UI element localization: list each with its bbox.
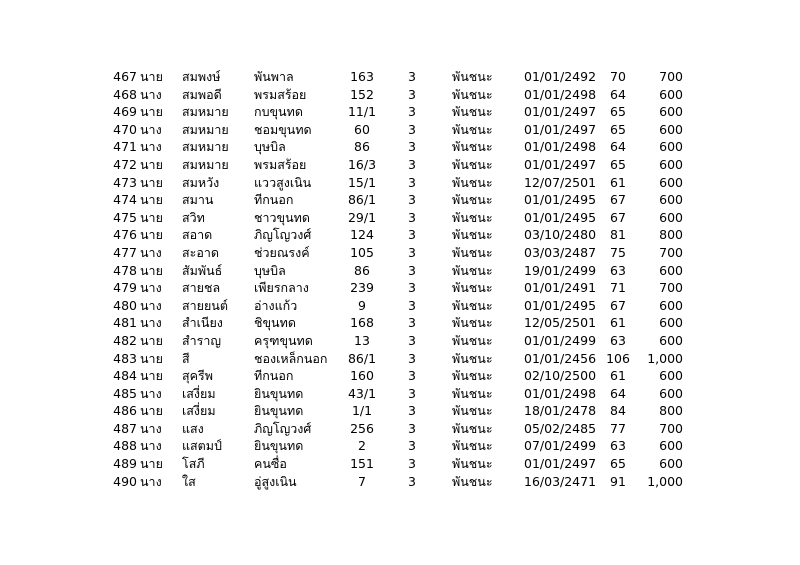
row-number: 483 — [113, 350, 137, 366]
row-number: 490 — [113, 473, 137, 489]
village-name: พันชนะ — [452, 139, 493, 155]
first-name: สมหมาย — [182, 139, 229, 155]
name-title: นาย — [140, 456, 163, 472]
village-group: 3 — [408, 156, 416, 172]
allowance-amount: 600 — [659, 262, 683, 278]
allowance-amount: 600 — [659, 121, 683, 137]
name-title: นาง — [140, 121, 162, 137]
last-name: ชาวขุนทด — [254, 209, 310, 225]
name-title: นาง — [140, 297, 162, 313]
allowance-amount: 800 — [659, 227, 683, 243]
house-number: 163 — [350, 69, 374, 84]
age: 65 — [610, 456, 626, 472]
name-title: นาย — [140, 192, 163, 208]
village-name: พันชนะ — [452, 420, 493, 436]
age: 65 — [610, 156, 626, 172]
allowance-amount: 600 — [659, 86, 683, 102]
last-name: ชอมขุนทด — [254, 121, 312, 137]
village-group: 3 — [408, 192, 416, 208]
village-group: 3 — [408, 456, 416, 472]
allowance-amount: 600 — [659, 192, 683, 208]
village-group: 3 — [408, 403, 416, 419]
age: 70 — [610, 69, 626, 84]
allowance-amount: 600 — [659, 456, 683, 472]
last-name: ภิญโญวงศ์ — [254, 227, 312, 243]
age: 63 — [610, 438, 626, 454]
table-row — [0, 209, 800, 227]
allowance-amount: 600 — [659, 332, 683, 348]
row-number: 486 — [113, 403, 137, 419]
last-name: ชิขุนทด — [254, 315, 296, 331]
allowance-amount: 700 — [659, 420, 683, 436]
last-name: ทีกนอก — [254, 192, 294, 208]
row-number: 479 — [113, 280, 137, 296]
age: 65 — [610, 104, 626, 120]
last-name: พรมสร้อย — [254, 86, 307, 102]
last-name: ครุฑขุนทด — [254, 332, 313, 348]
row-number: 475 — [113, 209, 137, 225]
village-group: 3 — [408, 332, 416, 348]
village-name: พันชนะ — [452, 368, 493, 384]
row-number: 485 — [113, 385, 137, 401]
first-name: สมหวัง — [182, 174, 220, 190]
beneficiary-list — [0, 68, 800, 490]
row-number: 480 — [113, 297, 137, 313]
last-name: ทีกนอก — [254, 368, 294, 384]
table-row — [0, 68, 800, 86]
first-name: สมพงษ์ — [182, 69, 221, 84]
first-name: สี — [182, 350, 190, 366]
row-number: 469 — [113, 104, 137, 120]
last-name: ยินขุนทด — [254, 385, 304, 401]
row-number: 481 — [113, 315, 137, 331]
name-title: นาย — [140, 403, 163, 419]
age: 65 — [610, 121, 626, 137]
village-name: พันชนะ — [452, 86, 493, 102]
first-name: สะอาด — [182, 244, 219, 260]
last-name: บุษบิล — [254, 262, 286, 278]
table-row — [0, 191, 800, 209]
birth-date: 01/01/2498 — [524, 385, 597, 401]
village-name: พันชนะ — [452, 156, 493, 172]
birth-date: 12/07/2501 — [524, 174, 597, 190]
table-row — [0, 455, 800, 473]
age: 106 — [606, 350, 630, 366]
age: 67 — [610, 297, 626, 313]
last-name: แววสูงเนิน — [254, 174, 312, 190]
village-group: 3 — [408, 139, 416, 155]
row-number: 467 — [113, 69, 137, 84]
last-name: อู่สูงเนิน — [254, 473, 297, 489]
house-number: 239 — [350, 280, 374, 296]
birth-date: 19/01/2499 — [524, 262, 597, 278]
village-group: 3 — [408, 244, 416, 260]
table-row — [0, 437, 800, 455]
village-name: พันชนะ — [452, 209, 493, 225]
village-group: 3 — [408, 280, 416, 296]
name-title: นาย — [140, 174, 163, 190]
house-number: 60 — [354, 121, 370, 137]
table-row — [0, 226, 800, 244]
village-name: พันชนะ — [452, 297, 493, 313]
house-number: 151 — [350, 456, 374, 472]
age: 67 — [610, 209, 626, 225]
row-number: 482 — [113, 332, 137, 348]
name-title: นาย — [140, 156, 163, 172]
name-title: นาย — [140, 368, 163, 384]
house-number: 160 — [350, 368, 374, 384]
age: 81 — [610, 227, 626, 243]
village-name: พันชนะ — [452, 280, 493, 296]
table-row — [0, 332, 800, 350]
last-name: ภิญโญวงศ์ — [254, 420, 312, 436]
row-number: 487 — [113, 420, 137, 436]
birth-date: 12/05/2501 — [524, 315, 597, 331]
house-number: 168 — [350, 315, 374, 331]
birth-date: 01/01/2456 — [524, 350, 597, 366]
age: 61 — [610, 315, 626, 331]
house-number: 16/3 — [347, 156, 377, 172]
village-name: พันชนะ — [452, 332, 493, 348]
age: 64 — [610, 139, 626, 155]
village-name: พันชนะ — [452, 438, 493, 454]
allowance-amount: 700 — [659, 244, 683, 260]
first-name: สวิท — [182, 209, 205, 225]
age: 64 — [610, 385, 626, 401]
village-group: 3 — [408, 438, 416, 454]
allowance-amount: 600 — [659, 438, 683, 454]
village-name: พันชนะ — [452, 350, 493, 366]
allowance-amount: 600 — [659, 139, 683, 155]
name-title: นาย — [140, 104, 163, 120]
house-number: 43/1 — [347, 385, 377, 401]
village-group: 3 — [408, 121, 416, 137]
village-name: พันชนะ — [452, 192, 493, 208]
row-number: 476 — [113, 227, 137, 243]
age: 63 — [610, 262, 626, 278]
name-title: นาง — [140, 420, 162, 436]
first-name: สายชล — [182, 280, 221, 296]
allowance-amount: 600 — [659, 297, 683, 313]
village-group: 3 — [408, 209, 416, 225]
first-name: สมาน — [182, 192, 214, 208]
village-group: 3 — [408, 227, 416, 243]
birth-date: 01/01/2495 — [524, 209, 597, 225]
birth-date: 01/01/2497 — [524, 456, 597, 472]
last-name: ยินขุนทด — [254, 438, 304, 454]
first-name: แสง — [182, 420, 204, 436]
house-number: 256 — [350, 420, 374, 436]
birth-date: 01/01/2499 — [524, 332, 597, 348]
name-title: นาง — [140, 139, 162, 155]
first-name: สมหมาย — [182, 156, 229, 172]
row-number: 470 — [113, 121, 137, 137]
allowance-amount: 600 — [659, 104, 683, 120]
first-name: แสตมป์ — [182, 438, 222, 454]
birth-date: 01/01/2497 — [524, 104, 597, 120]
age: 77 — [610, 420, 626, 436]
village-group: 3 — [408, 69, 416, 84]
village-group: 3 — [408, 174, 416, 190]
house-number: 11/1 — [347, 104, 377, 120]
table-row — [0, 244, 800, 262]
age: 64 — [610, 86, 626, 102]
row-number: 484 — [113, 368, 137, 384]
village-name: พันชนะ — [452, 315, 493, 331]
village-name: พันชนะ — [452, 121, 493, 137]
birth-date: 01/01/2492 — [524, 69, 597, 84]
table-row — [0, 473, 800, 491]
birth-date: 01/01/2497 — [524, 121, 597, 137]
village-name: พันชนะ — [452, 262, 493, 278]
village-group: 3 — [408, 385, 416, 401]
name-title: นาง — [140, 438, 162, 454]
house-number: 124 — [350, 227, 374, 243]
row-number: 489 — [113, 456, 137, 472]
table-row — [0, 262, 800, 280]
first-name: สายยนต์ — [182, 297, 228, 313]
table-row — [0, 279, 800, 297]
house-number: 29/1 — [347, 209, 377, 225]
first-name: สุครีพ — [182, 368, 213, 384]
table-row — [0, 350, 800, 368]
village-name: พันชนะ — [452, 456, 493, 472]
house-number: 15/1 — [347, 174, 377, 190]
last-name: อ่างแก้ว — [254, 297, 298, 313]
name-title: นาย — [140, 227, 163, 243]
house-number: 152 — [350, 86, 374, 102]
house-number: 9 — [358, 297, 366, 313]
last-name: บุษบิล — [254, 139, 286, 155]
last-name: ช่วยณรงค์ — [254, 244, 310, 260]
birth-date: 01/01/2497 — [524, 156, 597, 172]
allowance-amount: 1,000 — [647, 473, 683, 489]
village-group: 3 — [408, 86, 416, 102]
table-row — [0, 420, 800, 438]
age: 61 — [610, 174, 626, 190]
village-group: 3 — [408, 368, 416, 384]
last-name: คนซื่อ — [254, 456, 287, 472]
age: 71 — [610, 280, 626, 296]
village-name: พันชนะ — [452, 227, 493, 243]
village-group: 3 — [408, 297, 416, 313]
birth-date: 01/01/2498 — [524, 86, 597, 102]
village-name: พันชนะ — [452, 403, 493, 419]
table-row — [0, 103, 800, 121]
table-row — [0, 297, 800, 315]
first-name: เสงี่ยม — [182, 385, 216, 401]
allowance-amount: 1,000 — [647, 350, 683, 366]
last-name: พรมสร้อย — [254, 156, 307, 172]
name-title: นาย — [140, 69, 163, 84]
village-name: พันชนะ — [452, 69, 493, 84]
row-number: 468 — [113, 86, 137, 102]
allowance-amount: 700 — [659, 69, 683, 84]
first-name: สัมพันธ์ — [182, 262, 223, 278]
house-number: 86 — [354, 139, 370, 155]
last-name: ชองเหล็กนอก — [254, 350, 328, 366]
name-title: นาย — [140, 262, 163, 278]
allowance-amount: 600 — [659, 368, 683, 384]
table-row — [0, 402, 800, 420]
first-name: สมพอดี — [182, 86, 222, 102]
allowance-amount: 600 — [659, 385, 683, 401]
allowance-amount: 600 — [659, 174, 683, 190]
birth-date: 01/01/2495 — [524, 297, 597, 313]
village-group: 3 — [408, 104, 416, 120]
house-number: 2 — [358, 438, 366, 454]
house-number: 105 — [350, 244, 374, 260]
birth-date: 01/01/2495 — [524, 192, 597, 208]
row-number: 488 — [113, 438, 137, 454]
birth-date: 05/02/2485 — [524, 420, 597, 436]
house-number: 7 — [358, 473, 366, 489]
age: 91 — [610, 473, 626, 489]
age: 84 — [610, 403, 626, 419]
village-name: พันชนะ — [452, 244, 493, 260]
first-name: สำเนียง — [182, 315, 223, 331]
village-group: 3 — [408, 350, 416, 366]
table-row — [0, 385, 800, 403]
row-number: 474 — [113, 192, 137, 208]
birth-date: 03/10/2480 — [524, 227, 597, 243]
village-name: พันชนะ — [452, 473, 493, 489]
birth-date: 18/01/2478 — [524, 403, 597, 419]
first-name: สมหมาย — [182, 104, 229, 120]
row-number: 471 — [113, 139, 137, 155]
name-title: นาง — [140, 280, 162, 296]
age: 75 — [610, 244, 626, 260]
name-title: นาย — [140, 350, 163, 366]
first-name: โสภี — [182, 456, 205, 472]
table-row — [0, 138, 800, 156]
village-name: พันชนะ — [452, 104, 493, 120]
first-name: สอาด — [182, 227, 213, 243]
birth-date: 03/03/2487 — [524, 244, 597, 260]
last-name: เพียรกลาง — [254, 280, 309, 296]
allowance-amount: 600 — [659, 156, 683, 172]
table-row — [0, 86, 800, 104]
birth-date: 02/10/2500 — [524, 368, 597, 384]
house-number: 86/1 — [347, 192, 377, 208]
table-row — [0, 121, 800, 139]
allowance-amount: 700 — [659, 280, 683, 296]
village-group: 3 — [408, 262, 416, 278]
allowance-amount: 800 — [659, 403, 683, 419]
house-number: 86 — [354, 262, 370, 278]
birth-date: 07/01/2499 — [524, 438, 597, 454]
table-row — [0, 174, 800, 192]
name-title: นาง — [140, 244, 162, 260]
last-name: กบขุนทด — [254, 104, 303, 120]
name-title: นาง — [140, 473, 162, 489]
name-title: นาง — [140, 385, 162, 401]
village-name: พันชนะ — [452, 174, 493, 190]
birth-date: 01/01/2491 — [524, 280, 597, 296]
house-number: 13 — [354, 332, 370, 348]
birth-date: 16/03/2471 — [524, 473, 597, 489]
first-name: สำราญ — [182, 332, 222, 348]
allowance-amount: 600 — [659, 315, 683, 331]
village-group: 3 — [408, 420, 416, 436]
row-number: 473 — [113, 174, 137, 190]
house-number: 86/1 — [347, 350, 377, 366]
age: 61 — [610, 368, 626, 384]
row-number: 478 — [113, 262, 137, 278]
village-name: พันชนะ — [452, 385, 493, 401]
first-name: เสงี่ยม — [182, 403, 216, 419]
last-name: ยินขุนทด — [254, 403, 304, 419]
table-row — [0, 156, 800, 174]
house-number: 1/1 — [351, 403, 373, 419]
name-title: นาง — [140, 315, 162, 331]
first-name: ใส — [182, 473, 196, 489]
row-number: 477 — [113, 244, 137, 260]
age: 67 — [610, 192, 626, 208]
table-row — [0, 314, 800, 332]
row-number: 472 — [113, 156, 137, 172]
birth-date: 01/01/2498 — [524, 139, 597, 155]
age: 63 — [610, 332, 626, 348]
name-title: นาง — [140, 86, 162, 102]
last-name: พันพาล — [254, 69, 294, 84]
name-title: นาย — [140, 332, 163, 348]
table-row — [0, 367, 800, 385]
allowance-amount: 600 — [659, 209, 683, 225]
village-group: 3 — [408, 315, 416, 331]
first-name: สมหมาย — [182, 121, 229, 137]
name-title: นาย — [140, 209, 163, 225]
village-group: 3 — [408, 473, 416, 489]
